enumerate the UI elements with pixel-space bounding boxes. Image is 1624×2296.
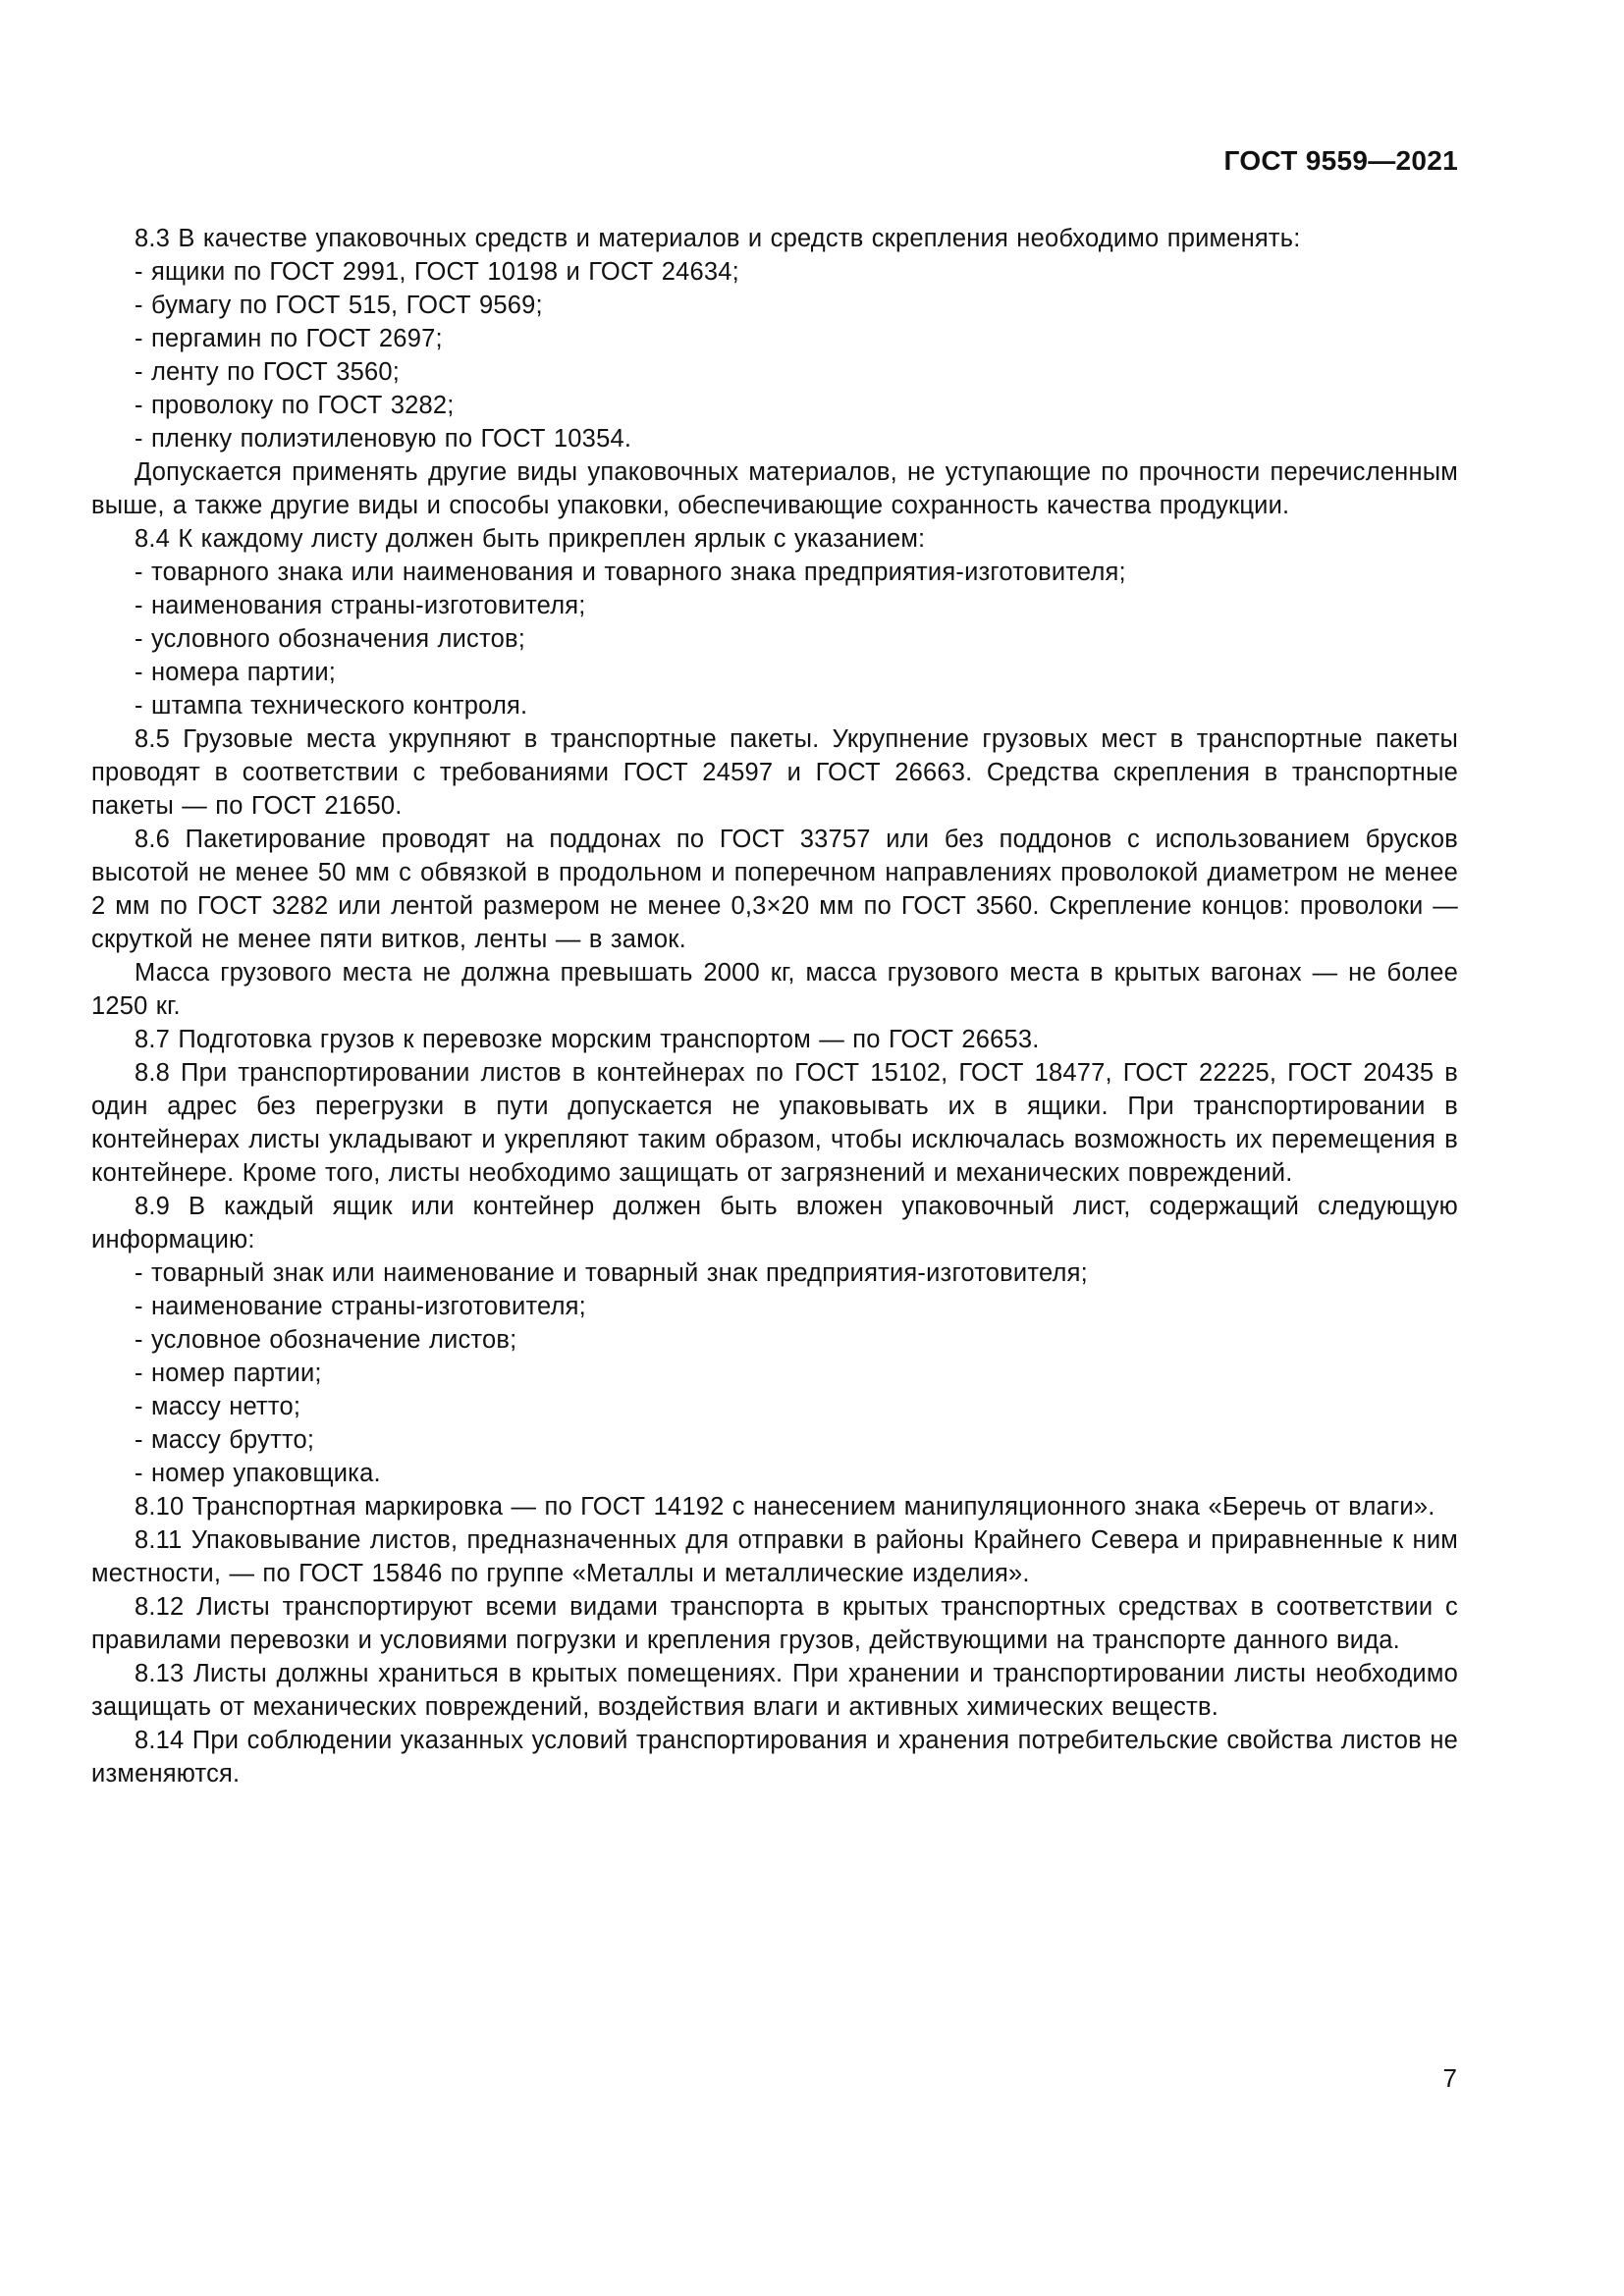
paragraph: Допускается применять другие виды упаковочных материалов, не уступающие по прочности перечисленным выше, а также другие виды и способы упаковки, обеспечивающие сохранность качества продукции. bbox=[91, 458, 1458, 519]
list-item: - условное обозначение листов; bbox=[135, 1326, 517, 1354]
list-item: - товарного знака или наименования и товарного знака предприятия-изготовителя; bbox=[135, 559, 1126, 586]
list-item: - бумагу по ГОСТ 515, ГОСТ 9569; bbox=[135, 292, 543, 319]
list-item: - пергамин по ГОСТ 2697; bbox=[135, 325, 443, 352]
paragraph: 8.12 Листы транспортируют всеми видами транспорта в крытых транспортных средствах в соответствии с правилами перевозки и условиями погрузки и крепления грузов, действующими на транспорте данного вида. bbox=[91, 1593, 1458, 1654]
page-number: 7 bbox=[1442, 2063, 1457, 2093]
paragraph: 8.9 В каждый ящик или контейнер должен быть вложен упаковочный лист, содержащий следующую информацию: bbox=[91, 1193, 1458, 1254]
paragraph: 8.4 К каждому листу должен быть прикреплен ярлык с указанием: bbox=[135, 525, 926, 553]
list-item: - условного обозначения листов; bbox=[135, 625, 526, 653]
list-item: - проволоку по ГОСТ 3282; bbox=[135, 392, 455, 419]
list-item: - товарный знак или наименование и товарный знак предприятия-изготовителя; bbox=[135, 1259, 1088, 1287]
document-standard-number: ГОСТ 9559—2021 bbox=[1223, 145, 1458, 176]
paragraph: 8.8 При транспортировании листов в контейнерах по ГОСТ 15102, ГОСТ 18477, ГОСТ 22225, ГОСТ 20435 в один адрес без перегрузки в пути допускается не упаковывать их в ящики. При транспортировании в контейнерах листы укладывают и укрепляют таким образом, чтобы исключалась возможность их перемещения в контейнере. Кроме того, листы необходимо защищать от загрязнений и механических повреждений. bbox=[91, 1059, 1458, 1187]
list-item: - номер партии; bbox=[135, 1360, 322, 1387]
list-item: - штампа технического контроля. bbox=[135, 692, 528, 720]
paragraph: 8.3 В качестве упаковочных средств и материалов и средств скрепления необходимо применять: bbox=[135, 225, 1301, 252]
list-item: - наименования страны-изготовителя; bbox=[135, 592, 586, 619]
paragraph: Масса грузового места не должна превышать 2000 кг, масса грузового места в крытых вагонах — не более 1250 кг. bbox=[91, 959, 1458, 1020]
list-item: - наименование страны-изготовителя; bbox=[135, 1293, 586, 1320]
page-content bbox=[91, 145, 1458, 1790]
paragraph: 8.7 Подготовка грузов к перевозке морским транспортом — по ГОСТ 26653. bbox=[135, 1026, 1040, 1053]
list-item: - ящики по ГОСТ 2991, ГОСТ 10198 и ГОСТ 24634; bbox=[135, 258, 739, 286]
list-item: - ленту по ГОСТ 3560; bbox=[135, 358, 401, 386]
list-item: - номера партии; bbox=[135, 659, 337, 686]
paragraph: 8.11 Упаковывание листов, предназначенных для отправки в районы Крайнего Севера и приравненные к ним местности, — по ГОСТ 15846 по группе «Металлы и металлические изделия». bbox=[91, 1526, 1458, 1587]
list-item: - номер упаковщика. bbox=[135, 1460, 381, 1487]
paragraph: 8.14 При соблюдении указанных условий транспортирования и хранения потребительские свойства листов не изменяются. bbox=[91, 1727, 1458, 1788]
list-item: - массу брутто; bbox=[135, 1426, 315, 1454]
list-item: - массу нетто; bbox=[135, 1393, 301, 1420]
list-item: - пленку полиэтиленовую по ГОСТ 10354. bbox=[135, 425, 632, 453]
paragraph: 8.5 Грузовые места укрупняют в транспортные пакеты. Укрупнение грузовых мест в транспортные пакеты проводят в соответствии с требованиями ГОСТ 24597 и ГОСТ 26663. Средства скрепления в транспортные пакеты — по ГОСТ 21650. bbox=[91, 725, 1458, 820]
document-body bbox=[91, 222, 1458, 1790]
paragraph: 8.6 Пакетирование проводят на поддонах по ГОСТ 33757 или без поддонов с использованием брусков высотой не менее 50 мм с обвязкой в продольном и поперечном направлениях проволокой диаметром не менее 2 мм по ГОСТ 3282 или лентой размером не менее 0,3×20 мм по ГОСТ 3560. Скрепление концов: проволоки — скруткой не менее пяти витков, ленты — в замок. bbox=[91, 826, 1458, 953]
paragraph: 8.13 Листы должны храниться в крытых помещениях. При хранении и транспортировании листы необходимо защищать от механических повреждений, воздействия влаги и активных химических веществ. bbox=[91, 1660, 1458, 1721]
paragraph: 8.10 Транспортная маркировка — по ГОСТ 14192 с нанесением манипуляционного знака «Беречь от влаги». bbox=[135, 1493, 1435, 1521]
